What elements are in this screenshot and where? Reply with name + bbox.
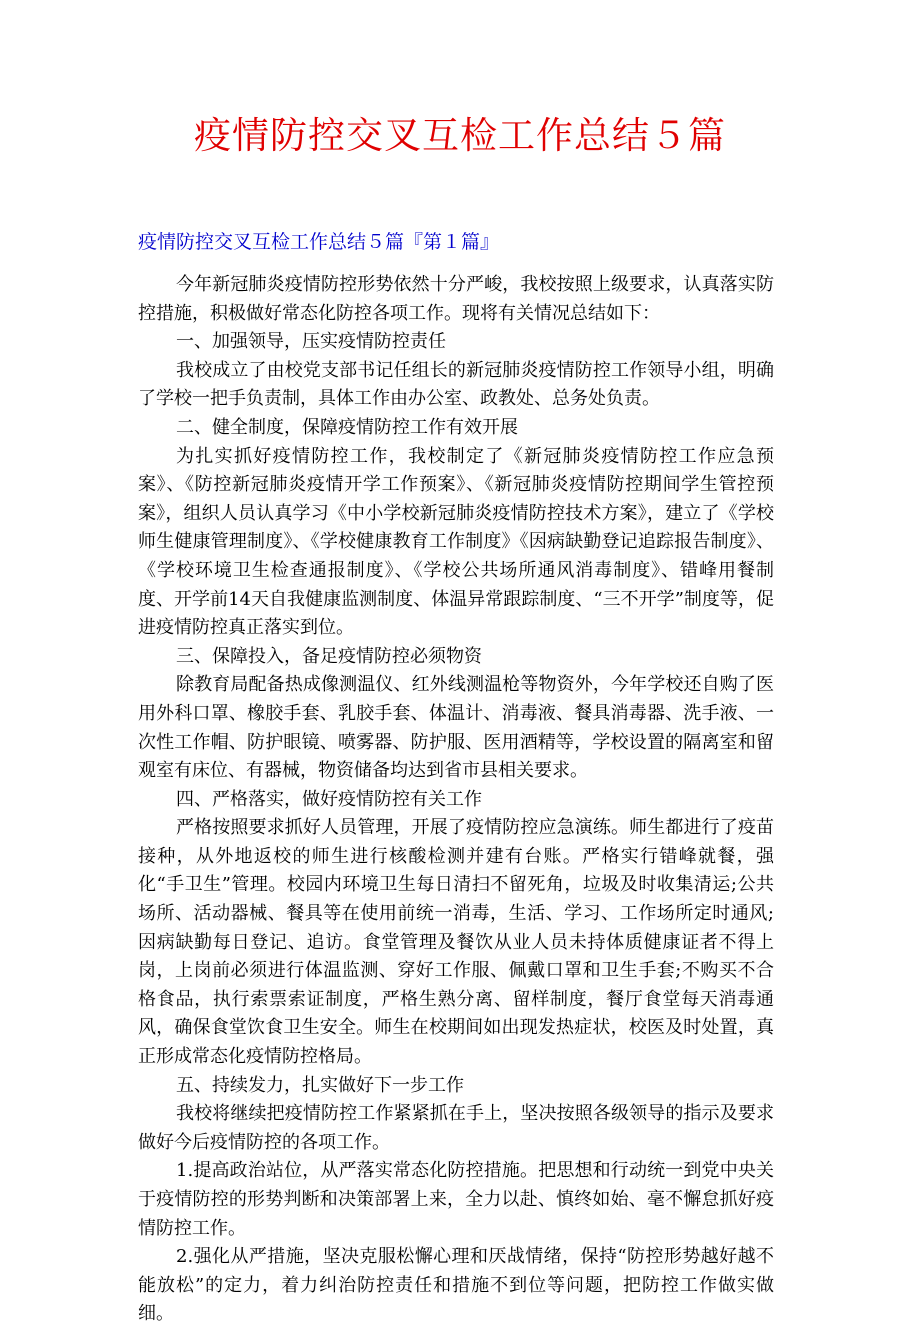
list-item-1: 1.提高政治站位，从严落实常态化防控措施。把思想和行动统一到党中央关于疫情防控的形势判断和决策部署上来，全力以赴、慎终如始、毫不懈怠抓好疫情防控工作。 xyxy=(138,1160,774,1239)
subheading-5: 五、持续发力，扎实做好下一步工作 xyxy=(176,1074,464,1096)
paragraph-4: 严格按照要求抓好人员管理，开展了疫情防控应急演练。师生都进行了疫苗接种，从外地返校的师生进行核酸检测并建有台账。严格实行错峰就餐，强化“手卫生”管理。校园内环境卫生每日清扫不留死角，垃圾及时收集清运;公共场所、活动器械、餐具等在使用前统一消毒，生活、学习、工作场所定时通风;因病缺勤每日登记、追访。食堂管理及餐饮从业人员未持体质健康证者不得上岗，上岗前必须进行体温监测、穿好工作服、佩戴口罩和卫生手套;不购买不合格食品，执行索票索证制度，严格生熟分离、留样制度，餐厅食堂每天消毒通风，确保食堂饮食卫生安全。师生在校期间如出现发热症状，校医及时处置，真正形成常态化疫情防控格局。 xyxy=(138,817,774,1068)
subheading-3: 三、保障投入，备足疫情防控必须物资 xyxy=(176,645,482,667)
paragraph-5: 我校将继续把疫情防控工作紧紧抓在手上，坚决按照各级领导的指示及要求做好今后疫情防控的各项工作。 xyxy=(138,1103,774,1153)
document-body xyxy=(138,271,774,1329)
subheading-4: 四、严格落实，做好疫情防控有关工作 xyxy=(176,788,482,810)
subheading-1: 一、加强领导，压实疫情防控责任 xyxy=(176,331,446,353)
section-heading: 疫情防控交叉互检工作总结５篇『第１篇』 xyxy=(138,231,500,253)
paragraph-3: 除教育局配备热成像测温仪、红外线测温枪等物资外，今年学校还自购了医用外科口罩、橡胶手套、乳胶手套、体温计、消毒液、餐具消毒器、洗手液、一次性工作帽、防护眼镜、喷雾器、防护服、医用酒精等，学校设置的隔离室和留观室有床位、有器械，物资储备均达到省市县相关要求。 xyxy=(138,674,774,782)
subheading-2: 二、健全制度，保障疫情防控工作有效开展 xyxy=(176,416,518,438)
list-item-2: 2.强化从严措施，坚决克服松懈心理和厌战情绪，保持“防控形势越好越不能放松”的定力，着力纠治防控责任和措施不到位等问题，把防控工作做实做细。 xyxy=(138,1246,774,1325)
paragraph-1: 我校成立了由校党支部书记任组长的新冠肺炎疫情防控工作领导小组，明确了学校一把手负责制，具体工作由办公室、政教处、总务处负责。 xyxy=(138,359,774,410)
intro-paragraph: 今年新冠肺炎疫情防控形势依然十分严峻，我校按照上级要求，认真落实防控措施，积极做好常态化防控各项工作。现将有关情况总结如下： xyxy=(138,274,774,324)
paragraph-2: 为扎实抓好疫情防控工作，我校制定了《新冠肺炎疫情防控工作应急预案》、《防控新冠肺炎疫情开学工作预案》、《新冠肺炎疫情防控期间学生管控预案》，组织人员认真学习《中小学校新冠肺炎疫情防控技术方案》，建立了《学校师生健康管理制度》、《学校健康教育工作制度》《因病缺勤登记追踪报告制度》、《学校环境卫生检查通报制度》、《学校公共场所通风消毒制度》、错峰用餐制度、开学前14天自我健康监测制度、体温异常跟踪制度、“三不开学”制度等，促进疫情防控真正落实到位。 xyxy=(138,445,774,639)
document-title: 疫情防控交叉互检工作总结５篇 xyxy=(194,114,726,157)
